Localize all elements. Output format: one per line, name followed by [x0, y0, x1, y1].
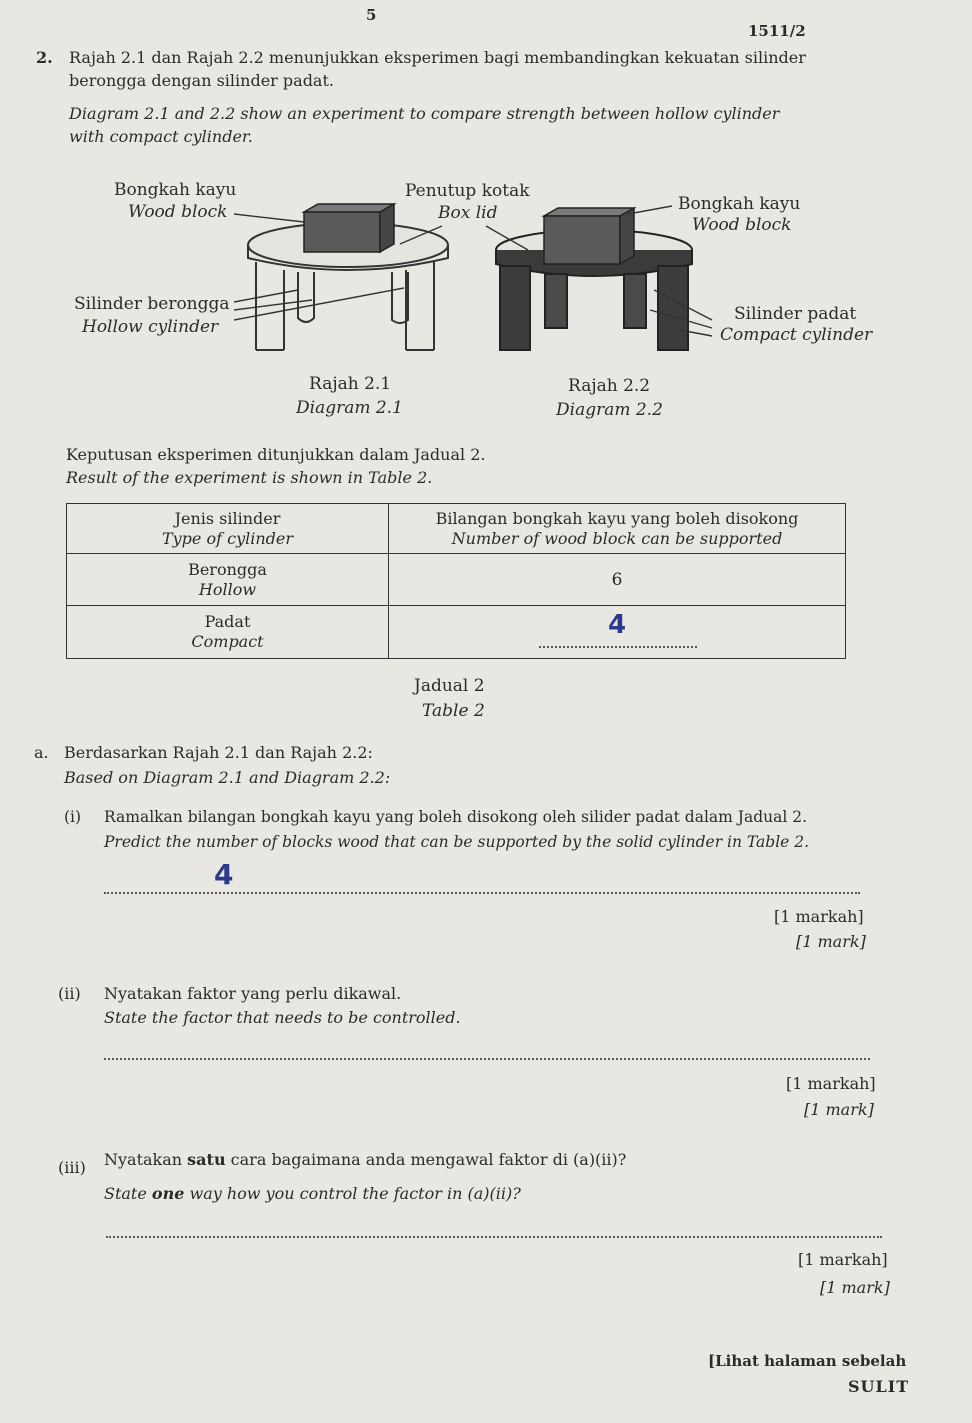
- table-row: [67, 606, 846, 659]
- result-intro-ms: Keputusan eksperimen ditunjukkan dalam Jadual 2.: [66, 445, 486, 464]
- sub-i-answer: 4: [214, 858, 234, 891]
- sub-i-marks-en: [1 mark]: [796, 932, 866, 951]
- intro-en-line1: Diagram 2.1 and 2.2 show an experiment to compare strength between hollow cylinder: [69, 104, 780, 123]
- caption-diagram-2-2-ms: Rajah 2.2: [568, 376, 651, 396]
- table-caption-en: Table 2: [422, 701, 485, 721]
- sub-i-en: Predict the number of blocks wood that can be supported by the solid cylinder in Table 2.: [104, 833, 810, 851]
- sub-iii-ms-pre: Nyatakan: [104, 1150, 188, 1169]
- row-hollow-ms: Berongga: [188, 559, 267, 579]
- row-compact-value-cell: [389, 606, 846, 659]
- sub-ii-marks-en: [1 mark]: [804, 1100, 874, 1119]
- sub-iii-ms: [104, 1150, 626, 1170]
- sub-i-marks-ms: [1 markah]: [774, 907, 864, 926]
- sub-i-number: (i): [64, 808, 82, 826]
- header-type-en: Type of cylinder: [161, 528, 294, 548]
- label-wood-block-2-ms: Bongkah kayu: [678, 194, 801, 214]
- label-box-lid-en: Box lid: [438, 203, 498, 223]
- table-header-number: [389, 504, 846, 554]
- sub-i-answer-line[interactable]: [104, 892, 860, 894]
- sub-iii-en-pre: State: [104, 1184, 152, 1203]
- row-hollow-type: [67, 554, 389, 606]
- label-wood-block-en: Wood block: [128, 202, 228, 222]
- row-compact-value: 4: [607, 609, 627, 640]
- label-hollow-en: Hollow cylinder: [82, 317, 219, 337]
- table-row: [67, 554, 846, 606]
- row-compact-en: Compact: [191, 632, 264, 651]
- intro-ms-line2: berongga dengan silinder padat.: [69, 71, 334, 90]
- question-number: 2.: [36, 48, 53, 67]
- page-number: 5: [366, 6, 377, 24]
- part-a-label: a.: [34, 743, 49, 762]
- part-a-en: Based on Diagram 2.1 and Diagram 2.2:: [64, 768, 391, 787]
- sub-iii-marks-ms: [1 markah]: [798, 1250, 888, 1269]
- row-hollow-value: 6: [389, 554, 846, 606]
- sub-iii-number: (iii): [58, 1158, 86, 1177]
- sub-i-ms: Ramalkan bilangan bongkah kayu yang boleh disokong oleh silider padat dalam Jadual 2.: [104, 808, 808, 826]
- table-header-type: [67, 504, 389, 554]
- sub-iii-en: [104, 1184, 521, 1204]
- row-compact-type: [67, 606, 389, 659]
- sub-ii-number: (ii): [58, 984, 81, 1003]
- caption-diagram-2-1-en: Diagram 2.1: [296, 398, 403, 418]
- label-wood-block-2-en: Wood block: [692, 215, 792, 235]
- caption-diagram-2-2-en: Diagram 2.2: [556, 400, 663, 420]
- header-number-en: Number of wood block can be supported: [451, 528, 783, 548]
- result-intro-en: Result of the experiment is shown in Table 2.: [66, 468, 433, 487]
- sulit-mark: SULIT: [848, 1377, 910, 1396]
- header-type-ms: Jenis silinder: [174, 508, 281, 528]
- label-box-lid-ms: Penutup kotak: [405, 181, 530, 201]
- sub-iii-en-post: way how you control the factor in (a)(ii)?: [184, 1184, 521, 1203]
- row-hollow-en: Hollow: [198, 579, 257, 599]
- sub-ii-marks-ms: [1 markah]: [786, 1074, 876, 1093]
- wood-block-1: [304, 204, 394, 252]
- wood-block-2: [544, 208, 634, 264]
- intro-ms-line1: Rajah 2.1 dan Rajah 2.2 menunjukkan eksperimen bagi membandingkan kekuatan silinder: [69, 48, 806, 67]
- header-number-ms: Bilangan bongkah kayu yang boleh disokong: [435, 508, 799, 528]
- table-header-row: [67, 504, 846, 554]
- intro-en-line2: with compact cylinder.: [69, 127, 253, 146]
- answer-line: [539, 646, 697, 648]
- sub-ii-answer-line[interactable]: [104, 1058, 870, 1060]
- paper-code: 1511/2: [748, 22, 806, 40]
- part-a-ms: Berdasarkan Rajah 2.1 dan Rajah 2.2:: [64, 743, 373, 762]
- label-compact-en: Compact cylinder: [720, 325, 873, 345]
- table-caption-ms: Jadual 2: [414, 676, 485, 696]
- sub-ii-ms: Nyatakan faktor yang perlu dikawal.: [104, 984, 402, 1003]
- caption-diagram-2-1-ms: Rajah 2.1: [309, 374, 392, 394]
- row-compact-ms: Padat: [204, 612, 251, 631]
- sub-iii-marks-en: [1 mark]: [820, 1278, 890, 1297]
- results-table: [66, 503, 846, 659]
- label-hollow-ms: Silinder berongga: [74, 294, 230, 314]
- sub-iii-ms-post: cara bagaimana anda mengawal faktor di (a)(ii)?: [225, 1150, 627, 1169]
- sub-iii-answer-line[interactable]: [106, 1236, 882, 1238]
- next-page-note: [Lihat halaman sebelah: [708, 1352, 907, 1370]
- sub-ii-en: State the factor that needs to be controlled.: [104, 1008, 461, 1027]
- label-wood-block-ms: Bongkah kayu: [114, 180, 237, 200]
- label-compact-ms: Silinder padat: [734, 304, 857, 324]
- sub-iii-en-bold: one: [151, 1184, 185, 1203]
- sub-iii-ms-bold: satu: [187, 1150, 226, 1169]
